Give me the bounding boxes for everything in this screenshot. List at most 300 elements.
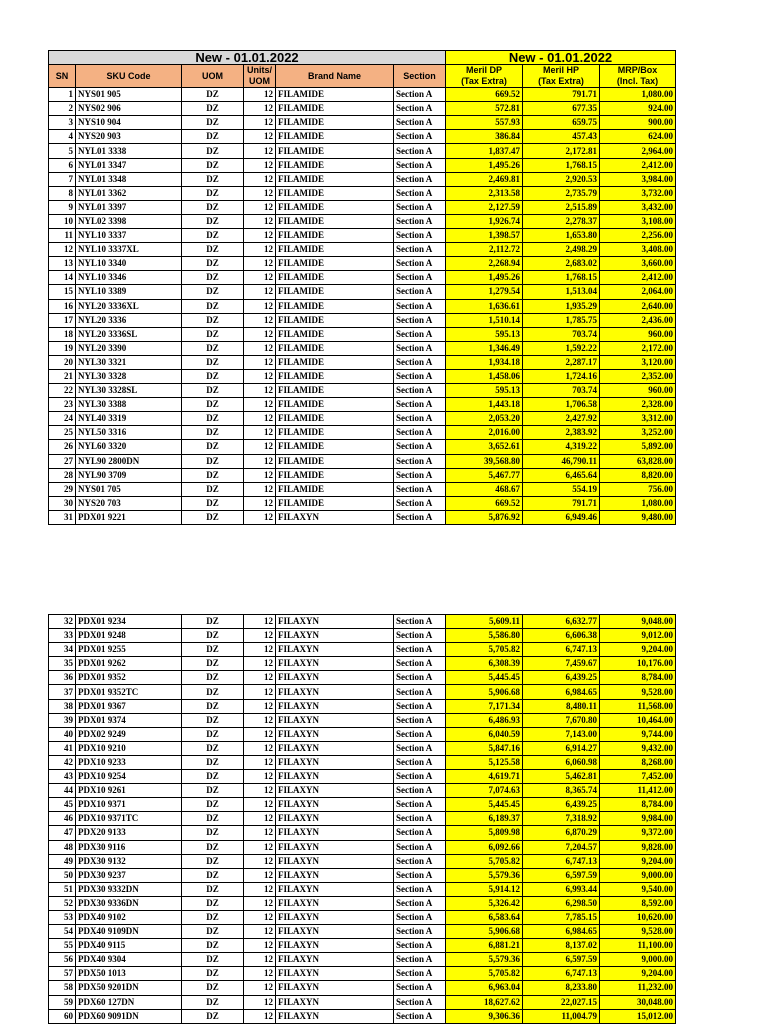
cell-section: Section A [394, 102, 446, 116]
cell-sn: 39 [49, 713, 76, 727]
cell-meril-dp: 18,627.62 [446, 995, 523, 1009]
cell-mrp-box: 2,328.00 [600, 398, 676, 412]
cell-units-per-uom: 12 [244, 285, 276, 299]
cell-meril-dp: 5,586.80 [446, 629, 523, 643]
cell-meril-hp: 2,683.02 [523, 257, 600, 271]
cell-sku-code: PDX01 9367 [76, 699, 182, 713]
cell-sn: 51 [49, 882, 76, 896]
cell-brand-name: FILAMIDE [276, 285, 394, 299]
cell-sn: 35 [49, 657, 76, 671]
cell-sn: 12 [49, 243, 76, 257]
cell-mrp-box: 2,436.00 [600, 313, 676, 327]
table-row [49, 214, 676, 228]
cell-meril-hp: 6,597.59 [523, 953, 600, 967]
cell-sku-code: NYL20 3336XL [76, 299, 182, 313]
cell-mrp-box: 8,784.00 [600, 798, 676, 812]
cell-section: Section A [394, 369, 446, 383]
cell-section: Section A [394, 995, 446, 1009]
cell-meril-hp: 5,462.81 [523, 770, 600, 784]
cell-mrp-box: 10,176.00 [600, 657, 676, 671]
cell-section: Section A [394, 615, 446, 629]
cell-brand-name: FILAXYN [276, 741, 394, 755]
cell-mrp-box: 9,480.00 [600, 510, 676, 524]
cell-units-per-uom: 12 [244, 116, 276, 130]
cell-meril-dp: 5,609.11 [446, 615, 523, 629]
cell-section: Section A [394, 657, 446, 671]
cell-meril-hp: 2,427.92 [523, 412, 600, 426]
cell-sn: 23 [49, 398, 76, 412]
cell-meril-hp: 2,735.79 [523, 186, 600, 200]
cell-mrp-box: 9,528.00 [600, 925, 676, 939]
table-row [49, 454, 676, 468]
cell-sku-code: NYL30 3321 [76, 355, 182, 369]
cell-meril-dp: 5,876.92 [446, 510, 523, 524]
cell-units-per-uom: 12 [244, 741, 276, 755]
header-brand: Brand Name [276, 65, 394, 88]
cell-sku-code: PDX40 9304 [76, 953, 182, 967]
cell-sku-code: NYL90 3709 [76, 468, 182, 482]
cell-units-per-uom: 12 [244, 229, 276, 243]
table-row [49, 355, 676, 369]
cell-meril-dp: 4,619.71 [446, 770, 523, 784]
table-row [49, 939, 676, 953]
cell-meril-dp: 5,579.36 [446, 868, 523, 882]
cell-units-per-uom: 12 [244, 967, 276, 981]
cell-mrp-box: 15,012.00 [600, 1009, 676, 1023]
cell-brand-name: FILAMIDE [276, 229, 394, 243]
cell-mrp-box: 9,000.00 [600, 868, 676, 882]
cell-meril-hp: 1,724.16 [523, 369, 600, 383]
banner-right: New - 01.01.2022 [446, 51, 676, 65]
cell-uom: DZ [182, 214, 244, 228]
cell-mrp-box: 2,640.00 [600, 299, 676, 313]
banner-row [49, 51, 676, 65]
cell-brand-name: FILAXYN [276, 840, 394, 854]
cell-brand-name: FILAXYN [276, 868, 394, 882]
cell-brand-name: FILAMIDE [276, 130, 394, 144]
table-row [49, 981, 676, 995]
cell-uom: DZ [182, 770, 244, 784]
cell-brand-name: FILAXYN [276, 685, 394, 699]
cell-section: Section A [394, 496, 446, 510]
cell-section: Section A [394, 384, 446, 398]
cell-sn: 26 [49, 440, 76, 454]
cell-uom: DZ [182, 102, 244, 116]
cell-uom: DZ [182, 868, 244, 882]
cell-sku-code: NYL10 3340 [76, 257, 182, 271]
cell-uom: DZ [182, 727, 244, 741]
cell-sn: 36 [49, 671, 76, 685]
cell-units-per-uom: 12 [244, 426, 276, 440]
cell-brand-name: FILAMIDE [276, 116, 394, 130]
table-row [49, 615, 676, 629]
cell-mrp-box: 9,540.00 [600, 882, 676, 896]
cell-sn: 41 [49, 741, 76, 755]
cell-uom: DZ [182, 840, 244, 854]
cell-brand-name: FILAXYN [276, 615, 394, 629]
cell-sku-code: PDX01 9352 [76, 671, 182, 685]
cell-section: Section A [394, 713, 446, 727]
cell-units-per-uom: 12 [244, 939, 276, 953]
cell-uom: DZ [182, 741, 244, 755]
cell-sn: 2 [49, 102, 76, 116]
cell-brand-name: FILAXYN [276, 727, 394, 741]
table-row [49, 426, 676, 440]
cell-brand-name: FILAXYN [276, 657, 394, 671]
cell-uom: DZ [182, 657, 244, 671]
cell-sn: 10 [49, 214, 76, 228]
cell-meril-dp: 2,313.58 [446, 186, 523, 200]
cell-uom: DZ [182, 953, 244, 967]
cell-meril-dp: 595.13 [446, 327, 523, 341]
cell-uom: DZ [182, 144, 244, 158]
cell-section: Section A [394, 1009, 446, 1023]
table-row [49, 910, 676, 924]
table-row [49, 868, 676, 882]
cell-meril-hp: 6,439.25 [523, 671, 600, 685]
cell-uom: DZ [182, 995, 244, 1009]
cell-section: Section A [394, 510, 446, 524]
cell-meril-hp: 2,287.17 [523, 355, 600, 369]
cell-meril-dp: 5,445.45 [446, 798, 523, 812]
cell-sku-code: PDX10 9233 [76, 755, 182, 769]
cell-meril-dp: 6,040.59 [446, 727, 523, 741]
cell-section: Section A [394, 426, 446, 440]
cell-units-per-uom: 12 [244, 88, 276, 102]
cell-brand-name: FILAXYN [276, 699, 394, 713]
header-uom: UOM [182, 65, 244, 88]
cell-meril-dp: 1,495.26 [446, 158, 523, 172]
cell-units-per-uom: 12 [244, 713, 276, 727]
cell-sku-code: NYL01 3362 [76, 186, 182, 200]
cell-meril-dp: 5,467.77 [446, 468, 523, 482]
cell-sku-code: PDX01 9374 [76, 713, 182, 727]
cell-brand-name: FILAMIDE [276, 496, 394, 510]
cell-mrp-box: 3,408.00 [600, 243, 676, 257]
table-row [49, 953, 676, 967]
banner-left: New - 01.01.2022 [49, 51, 446, 65]
cell-uom: DZ [182, 784, 244, 798]
cell-sn: 16 [49, 299, 76, 313]
cell-section: Section A [394, 214, 446, 228]
cell-sku-code: NYL10 3337XL [76, 243, 182, 257]
cell-uom: DZ [182, 88, 244, 102]
cell-units-per-uom: 12 [244, 798, 276, 812]
cell-meril-hp: 6,984.65 [523, 685, 600, 699]
table-row [49, 995, 676, 1009]
cell-uom: DZ [182, 981, 244, 995]
cell-section: Section A [394, 229, 446, 243]
cell-sn: 60 [49, 1009, 76, 1023]
cell-uom: DZ [182, 482, 244, 496]
cell-units-per-uom: 12 [244, 130, 276, 144]
cell-meril-dp: 5,705.82 [446, 854, 523, 868]
table-row [49, 896, 676, 910]
cell-sn: 32 [49, 615, 76, 629]
cell-units-per-uom: 12 [244, 144, 276, 158]
cell-mrp-box: 5,892.00 [600, 440, 676, 454]
cell-brand-name: FILAMIDE [276, 355, 394, 369]
table-row [49, 299, 676, 313]
cell-brand-name: FILAMIDE [276, 454, 394, 468]
cell-sku-code: NYS10 904 [76, 116, 182, 130]
cell-sn: 50 [49, 868, 76, 882]
cell-meril-dp: 669.52 [446, 496, 523, 510]
table-row [49, 741, 676, 755]
cell-mrp-box: 9,000.00 [600, 953, 676, 967]
cell-mrp-box: 924.00 [600, 102, 676, 116]
cell-sku-code: NYS20 703 [76, 496, 182, 510]
cell-units-per-uom: 12 [244, 981, 276, 995]
cell-meril-hp: 1,513.04 [523, 285, 600, 299]
cell-brand-name: FILAXYN [276, 882, 394, 896]
cell-meril-dp: 6,963.04 [446, 981, 523, 995]
cell-section: Section A [394, 882, 446, 896]
table-row [49, 412, 676, 426]
header-sn: SN [49, 65, 76, 88]
cell-brand-name: FILAMIDE [276, 200, 394, 214]
cell-mrp-box: 10,620.00 [600, 910, 676, 924]
cell-sn: 43 [49, 770, 76, 784]
cell-sku-code: NYL01 3338 [76, 144, 182, 158]
cell-sn: 21 [49, 369, 76, 383]
cell-sku-code: PDX01 9262 [76, 657, 182, 671]
cell-sn: 15 [49, 285, 76, 299]
cell-sn: 58 [49, 981, 76, 995]
cell-sn: 44 [49, 784, 76, 798]
cell-meril-dp: 386.84 [446, 130, 523, 144]
cell-sn: 6 [49, 158, 76, 172]
table-row [49, 229, 676, 243]
cell-sku-code: NYL01 3348 [76, 172, 182, 186]
cell-units-per-uom: 12 [244, 995, 276, 1009]
table-row [49, 468, 676, 482]
cell-mrp-box: 9,048.00 [600, 615, 676, 629]
cell-mrp-box: 30,048.00 [600, 995, 676, 1009]
cell-sn: 14 [49, 271, 76, 285]
cell-uom: DZ [182, 510, 244, 524]
header-section: Section [394, 65, 446, 88]
table-row [49, 770, 676, 784]
cell-units-per-uom: 12 [244, 468, 276, 482]
cell-uom: DZ [182, 158, 244, 172]
cell-meril-hp: 6,465.64 [523, 468, 600, 482]
cell-meril-hp: 22,027.15 [523, 995, 600, 1009]
table-row [49, 882, 676, 896]
cell-brand-name: FILAXYN [276, 896, 394, 910]
cell-section: Section A [394, 643, 446, 657]
cell-brand-name: FILAXYN [276, 812, 394, 826]
cell-uom: DZ [182, 285, 244, 299]
cell-sku-code: NYL10 3337 [76, 229, 182, 243]
cell-sn: 54 [49, 925, 76, 939]
table-row [49, 727, 676, 741]
cell-sn: 48 [49, 840, 76, 854]
cell-brand-name: FILAMIDE [276, 102, 394, 116]
cell-section: Section A [394, 967, 446, 981]
cell-sku-code: PDX60 9091DN [76, 1009, 182, 1023]
cell-meril-dp: 3,652.61 [446, 440, 523, 454]
cell-meril-dp: 5,906.68 [446, 685, 523, 699]
cell-sn: 47 [49, 826, 76, 840]
cell-section: Section A [394, 629, 446, 643]
cell-brand-name: FILAXYN [276, 995, 394, 1009]
cell-sn: 53 [49, 910, 76, 924]
cell-sku-code: PDX30 9237 [76, 868, 182, 882]
cell-meril-dp: 1,443.18 [446, 398, 523, 412]
table-row [49, 130, 676, 144]
cell-units-per-uom: 12 [244, 102, 276, 116]
cell-meril-dp: 2,469.81 [446, 172, 523, 186]
cell-mrp-box: 3,108.00 [600, 214, 676, 228]
cell-sn: 4 [49, 130, 76, 144]
cell-uom: DZ [182, 643, 244, 657]
cell-brand-name: FILAXYN [276, 510, 394, 524]
cell-sn: 46 [49, 812, 76, 826]
cell-mrp-box: 9,204.00 [600, 854, 676, 868]
cell-units-per-uom: 12 [244, 243, 276, 257]
cell-brand-name: FILAMIDE [276, 172, 394, 186]
cell-section: Section A [394, 671, 446, 685]
cell-brand-name: FILAMIDE [276, 369, 394, 383]
cell-mrp-box: 2,412.00 [600, 158, 676, 172]
cell-units-per-uom: 12 [244, 657, 276, 671]
cell-section: Section A [394, 243, 446, 257]
cell-units-per-uom: 12 [244, 953, 276, 967]
header-hp-line2: (Tax Extra) [538, 76, 584, 87]
cell-meril-hp: 6,606.38 [523, 629, 600, 643]
cell-uom: DZ [182, 200, 244, 214]
cell-mrp-box: 2,352.00 [600, 369, 676, 383]
cell-sku-code: PDX01 9352TC [76, 685, 182, 699]
cell-units-per-uom: 12 [244, 685, 276, 699]
cell-meril-hp: 554.19 [523, 482, 600, 496]
cell-mrp-box: 3,660.00 [600, 257, 676, 271]
table-row [49, 200, 676, 214]
cell-meril-dp: 1,934.18 [446, 355, 523, 369]
cell-brand-name: FILAXYN [276, 629, 394, 643]
cell-meril-dp: 2,112.72 [446, 243, 523, 257]
cell-brand-name: FILAMIDE [276, 482, 394, 496]
cell-section: Section A [394, 398, 446, 412]
cell-sku-code: PDX10 9210 [76, 741, 182, 755]
header-meril-dp [446, 65, 523, 88]
table-row [49, 854, 676, 868]
cell-meril-hp: 6,747.13 [523, 967, 600, 981]
cell-units-per-uom: 12 [244, 840, 276, 854]
cell-units-per-uom: 12 [244, 826, 276, 840]
cell-brand-name: FILAMIDE [276, 341, 394, 355]
cell-mrp-box: 10,464.00 [600, 713, 676, 727]
table-row [49, 1009, 676, 1023]
cell-section: Section A [394, 313, 446, 327]
cell-section: Section A [394, 812, 446, 826]
table-row [49, 243, 676, 257]
header-units [244, 65, 276, 88]
cell-meril-dp: 1,346.49 [446, 341, 523, 355]
cell-units-per-uom: 12 [244, 510, 276, 524]
cell-meril-hp: 6,439.25 [523, 798, 600, 812]
cell-mrp-box: 9,204.00 [600, 967, 676, 981]
cell-section: Section A [394, 172, 446, 186]
cell-section: Section A [394, 482, 446, 496]
table-row [49, 812, 676, 826]
cell-meril-dp: 1,495.26 [446, 271, 523, 285]
table-row [49, 840, 676, 854]
cell-section: Section A [394, 699, 446, 713]
cell-meril-hp: 6,597.59 [523, 868, 600, 882]
cell-mrp-box: 3,312.00 [600, 412, 676, 426]
cell-units-per-uom: 12 [244, 727, 276, 741]
cell-sn: 11 [49, 229, 76, 243]
cell-meril-dp: 1,837.47 [446, 144, 523, 158]
table-row [49, 116, 676, 130]
cell-mrp-box: 2,064.00 [600, 285, 676, 299]
cell-uom: DZ [182, 271, 244, 285]
column-header-row [49, 65, 676, 88]
cell-sku-code: PDX02 9249 [76, 727, 182, 741]
cell-sn: 27 [49, 454, 76, 468]
cell-uom: DZ [182, 412, 244, 426]
table-row [49, 144, 676, 158]
cell-meril-dp: 5,705.82 [446, 643, 523, 657]
cell-section: Section A [394, 299, 446, 313]
cell-brand-name: FILAMIDE [276, 144, 394, 158]
table-row [49, 313, 676, 327]
cell-meril-hp: 6,632.77 [523, 615, 600, 629]
cell-sku-code: NYL60 3320 [76, 440, 182, 454]
header-units-line1: Units/ [246, 65, 272, 76]
cell-brand-name: FILAXYN [276, 953, 394, 967]
cell-mrp-box: 3,252.00 [600, 426, 676, 440]
cell-brand-name: FILAXYN [276, 713, 394, 727]
table-row [49, 384, 676, 398]
cell-mrp-box: 1,080.00 [600, 88, 676, 102]
cell-meril-hp: 7,143.00 [523, 727, 600, 741]
cell-meril-hp: 2,498.29 [523, 243, 600, 257]
cell-mrp-box: 2,172.00 [600, 341, 676, 355]
cell-units-per-uom: 12 [244, 925, 276, 939]
cell-units-per-uom: 12 [244, 200, 276, 214]
cell-units-per-uom: 12 [244, 440, 276, 454]
cell-uom: DZ [182, 341, 244, 355]
cell-meril-dp: 1,458.06 [446, 369, 523, 383]
cell-mrp-box: 9,828.00 [600, 840, 676, 854]
table-row [49, 784, 676, 798]
cell-uom: DZ [182, 496, 244, 510]
cell-units-per-uom: 12 [244, 699, 276, 713]
header-mrp-line2: (Incl. Tax) [616, 76, 659, 87]
cell-brand-name: FILAXYN [276, 798, 394, 812]
cell-units-per-uom: 12 [244, 412, 276, 426]
cell-mrp-box: 63,828.00 [600, 454, 676, 468]
cell-sn: 40 [49, 727, 76, 741]
cell-meril-dp: 6,881.21 [446, 939, 523, 953]
table-row [49, 643, 676, 657]
cell-uom: DZ [182, 257, 244, 271]
cell-sn: 24 [49, 412, 76, 426]
table-row [49, 398, 676, 412]
cell-uom: DZ [182, 313, 244, 327]
cell-section: Section A [394, 939, 446, 953]
cell-meril-dp: 1,510.14 [446, 313, 523, 327]
cell-section: Section A [394, 355, 446, 369]
cell-units-per-uom: 12 [244, 313, 276, 327]
cell-section: Section A [394, 826, 446, 840]
cell-units-per-uom: 12 [244, 812, 276, 826]
cell-meril-dp: 669.52 [446, 88, 523, 102]
cell-uom: DZ [182, 896, 244, 910]
